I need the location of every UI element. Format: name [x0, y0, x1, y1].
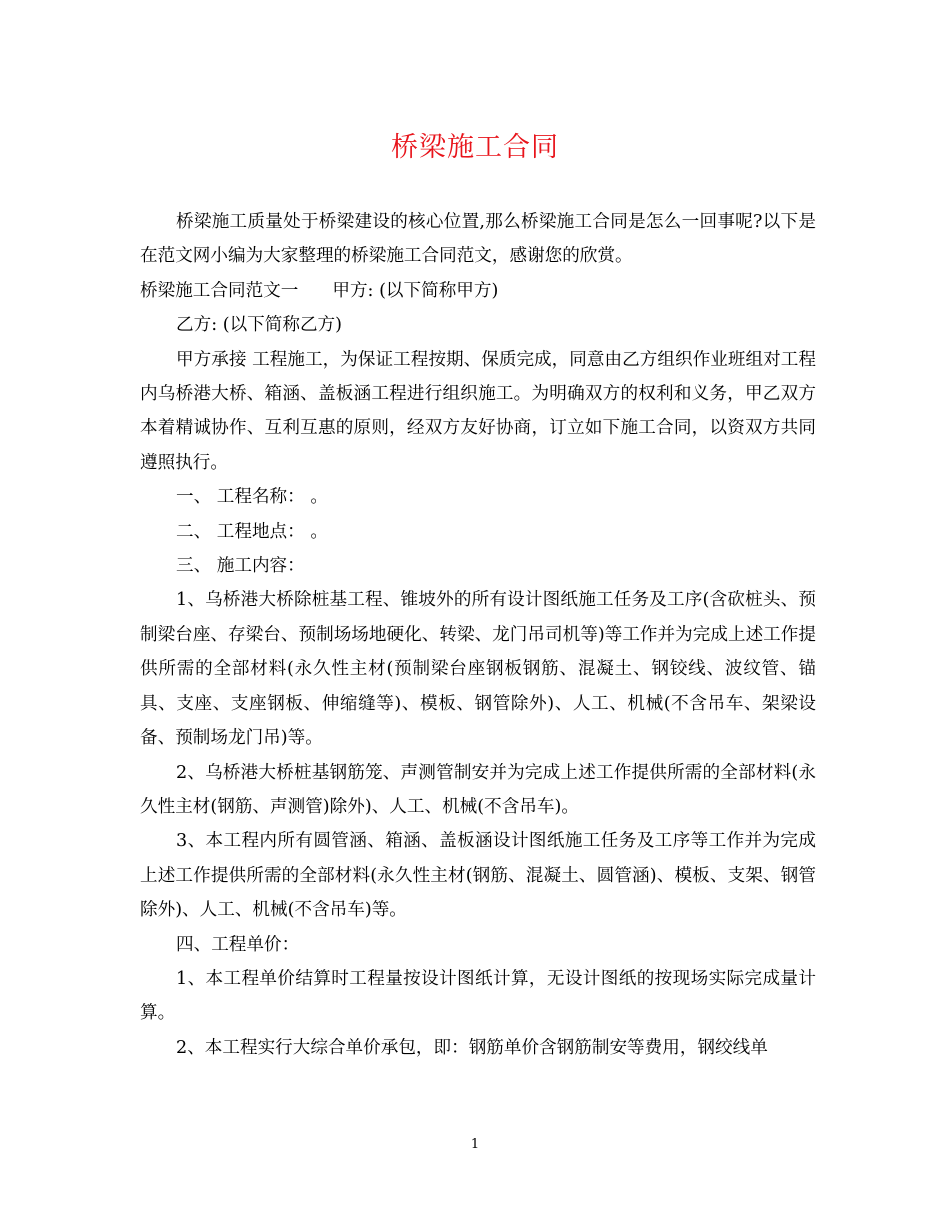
sample-heading-line	[140, 274, 816, 308]
contract-purpose-paragraph: 甲方承接 工程施工，为保证工程按期、保质完成，同意由乙方组织作业班组对工程内乌桥港大桥、箱涵、盖板涵工程进行组织施工。为明确双方的权利和义务，甲乙双方本着精诚协作、互利互惠的原则，经双方友好协商，订立如下施工合同，以资双方共同遵照执行。	[140, 349, 816, 473]
party-b-line: 乙方: (以下简称乙方)	[176, 315, 342, 336]
project-location-line: 二、 工程地点： 。	[176, 521, 328, 542]
unit-price-item-1: 1、本工程单价结算时工程量按设计图纸计算，无设计图纸的按现场实际完成量计算。	[140, 968, 816, 1024]
content-item-3: 3、本工程内所有圆管涵、箱涵、盖板涵设计图纸施工任务及工序等工作并为完成上述工作提供所需的全部材料(永久性主材(钢筋、混凝土、圆管涵)、模板、支架、钢管除外)、人工、机械(不含吊车)等。	[140, 831, 816, 921]
party-a-line: 甲方: (以下简称甲方)	[332, 280, 499, 301]
content-item-1: 1、乌桥港大桥除桩基工程、锥坡外的所有设计图纸施工任务及工序(含砍桩头、预制梁台座、存梁台、预制场场地硬化、转梁、龙门吊司机等)等工作并为完成上述工作提供所需的全部材料(永久性主材(预制梁台座钢板钢筋、混凝土、钢铰线、波纹管、锚具、支座、支座钢板、伸缩缝等)、模板、钢管除外)、人工、机械(不含吊车、架梁设备、预制场龙门吊)等。	[140, 590, 816, 749]
document-title: 桥梁施工合同	[391, 132, 559, 163]
page-number: 1	[470, 1137, 480, 1152]
project-name-line: 一、 工程名称： 。	[176, 487, 328, 508]
unit-price-heading: 四、工程单价：	[176, 934, 300, 955]
document-body	[140, 205, 816, 1065]
content-item-2: 2、乌桥港大桥桩基钢筋笼、声测管制安并为完成上述工作提供所需的全部材料(永久性主材(钢筋、声测管)除外)、人工、机械(不含吊车)。	[140, 762, 816, 817]
unit-price-item-2: 2、本工程实行大综合单价承包，即：钢筋单价含钢筋制安等费用，钢绞线单	[176, 1037, 768, 1058]
construction-content-heading: 三、 施工内容：	[176, 556, 305, 577]
sample-heading: 桥梁施工合同范文一	[140, 280, 299, 301]
intro-paragraph: 桥梁施工质量处于桥梁建设的核心位置,那么桥梁施工合同是怎么一回事呢?以下是在范文网小编为大家整理的桥梁施工合同范文，感谢您的欣赏。	[140, 212, 816, 267]
